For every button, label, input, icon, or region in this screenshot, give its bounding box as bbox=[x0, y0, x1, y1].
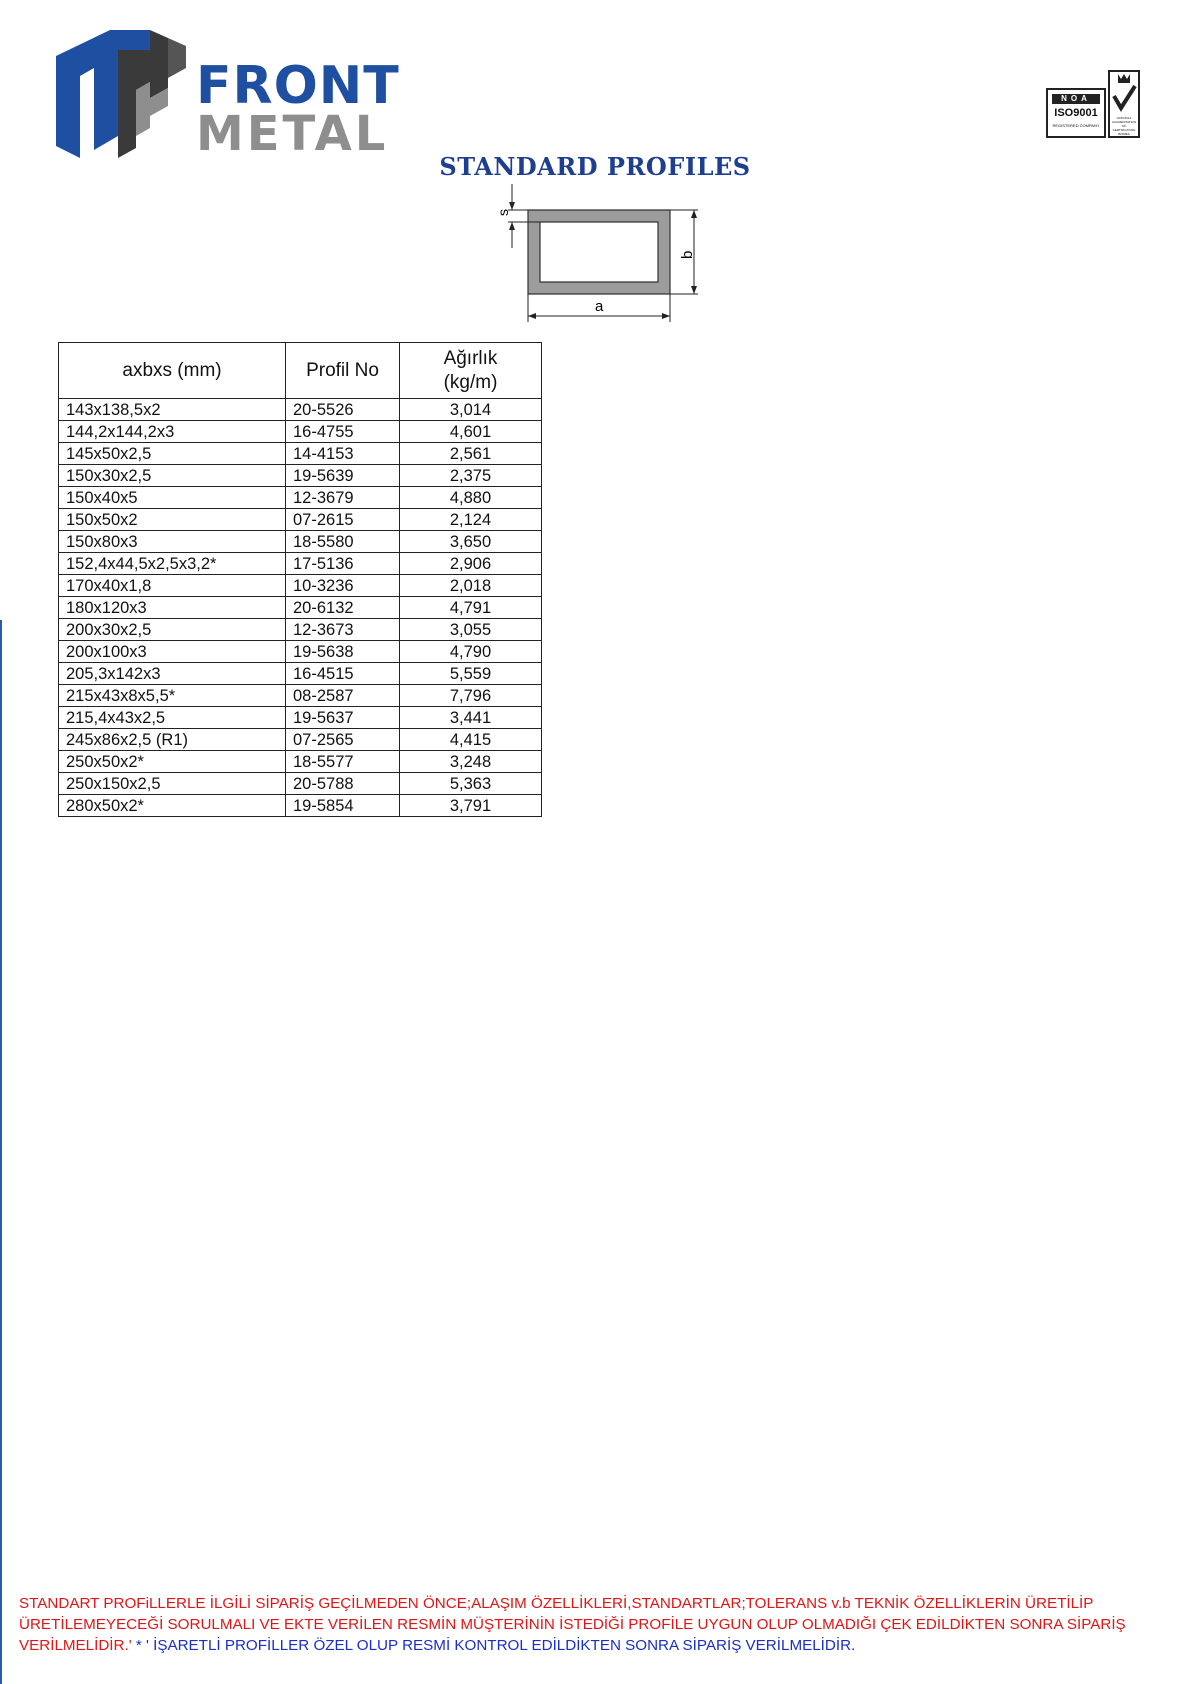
header-size: axbxs (mm) bbox=[59, 343, 286, 399]
page-edge-line bbox=[0, 620, 2, 1684]
cell-size: 143x138,5x2 bbox=[59, 399, 286, 421]
front-metal-logo bbox=[56, 28, 426, 168]
cell-profile-no: 18-5577 bbox=[286, 751, 400, 773]
cell-weight: 3,248 bbox=[400, 751, 542, 773]
logo-front-text: FRONT bbox=[196, 56, 400, 116]
iso-box bbox=[1046, 88, 1106, 138]
cell-weight: 3,014 bbox=[400, 399, 542, 421]
warning-red-text: STANDART PROFiLLERLE İLGİLİ SİPARİŞ GEÇİLMEDEN ÖNCE;ALAŞIM ÖZELLİKLERİ,STANDARTLAR;TOLERANS v.b TEKNİK ÖZELLİKLERİN ÜRETİLİP ÜRETİLEMEYECEĞİ SORULMALI VE EKTE VERİLEN RESMİN MÜŞTERİNİN İSTEDİĞİ PROFİLE UYGUN OLUP OLMADIĞI ÇEK EDİLDİKTEN SONRA SİPARİŞ VERİLMELİDİR.' bbox=[19, 1595, 1126, 1654]
cell-profile-no: 20-6132 bbox=[286, 597, 400, 619]
cell-profile-no: 18-5580 bbox=[286, 531, 400, 553]
page-title: STANDARD PROFILES bbox=[439, 152, 751, 181]
cell-weight: 3,055 bbox=[400, 619, 542, 641]
cell-profile-no: 19-5854 bbox=[286, 795, 400, 817]
cell-profile-no: 19-5639 bbox=[286, 465, 400, 487]
cell-profile-no: 12-3673 bbox=[286, 619, 400, 641]
table-row bbox=[59, 773, 542, 795]
cell-size: 150x80x3 bbox=[59, 531, 286, 553]
dimension-label-b: b bbox=[679, 250, 696, 259]
table-row bbox=[59, 421, 542, 443]
header-profile-no: Profil No bbox=[286, 343, 400, 399]
cell-profile-no: 16-4755 bbox=[286, 421, 400, 443]
cell-weight: 5,363 bbox=[400, 773, 542, 795]
cell-size: 280x50x2* bbox=[59, 795, 286, 817]
table-row bbox=[59, 531, 542, 553]
cell-weight: 2,906 bbox=[400, 553, 542, 575]
table-row bbox=[59, 597, 542, 619]
cell-size: 150x50x2 bbox=[59, 509, 286, 531]
cell-weight: 4,415 bbox=[400, 729, 542, 751]
cell-weight: 3,650 bbox=[400, 531, 542, 553]
cell-profile-no: 10-3236 bbox=[286, 575, 400, 597]
table-row bbox=[59, 795, 542, 817]
cell-weight: 2,018 bbox=[400, 575, 542, 597]
dimension-label-a: a bbox=[595, 298, 604, 315]
cell-weight: 5,559 bbox=[400, 663, 542, 685]
header-weight-line1: Ağırlık bbox=[443, 347, 498, 369]
cell-weight: 2,375 bbox=[400, 465, 542, 487]
cell-profile-no: 12-3679 bbox=[286, 487, 400, 509]
standard-profiles-table bbox=[58, 342, 542, 817]
table-row bbox=[59, 575, 542, 597]
table-row bbox=[59, 751, 542, 773]
cell-profile-no: 20-5526 bbox=[286, 399, 400, 421]
cell-size: 150x30x2,5 bbox=[59, 465, 286, 487]
cell-profile-no: 17-5136 bbox=[286, 553, 400, 575]
cell-size: 215,4x43x2,5 bbox=[59, 707, 286, 729]
warning-blue-text: * ' İŞARETLİ PROFİLLER ÖZEL OLUP RESMİ KONTROL EDİLDİKTEN SONRA SİPARİŞ VERİLMELİDİR. bbox=[131, 1637, 856, 1654]
header-weight bbox=[400, 343, 542, 399]
profile-cross-section-diagram bbox=[490, 176, 720, 328]
cell-weight: 3,441 bbox=[400, 707, 542, 729]
cell-size: 145x50x2,5 bbox=[59, 443, 286, 465]
table-row bbox=[59, 663, 542, 685]
table-row bbox=[59, 707, 542, 729]
header-weight-line2: (kg/m) bbox=[443, 371, 498, 393]
cell-size: 180x120x3 bbox=[59, 597, 286, 619]
table-row bbox=[59, 443, 542, 465]
cell-size: 250x150x2,5 bbox=[59, 773, 286, 795]
cell-size: 205,3x142x3 bbox=[59, 663, 286, 685]
cell-size: 250x50x2* bbox=[59, 751, 286, 773]
table-row bbox=[59, 465, 542, 487]
cell-weight: 4,790 bbox=[400, 641, 542, 663]
cell-weight: 4,791 bbox=[400, 597, 542, 619]
cell-profile-no: 19-5637 bbox=[286, 707, 400, 729]
dimension-label-s: s bbox=[495, 209, 511, 216]
cell-size: 144,2x144,2x3 bbox=[59, 421, 286, 443]
cell-profile-no: 07-2615 bbox=[286, 509, 400, 531]
cell-profile-no: 20-5788 bbox=[286, 773, 400, 795]
cell-size: 150x40x5 bbox=[59, 487, 286, 509]
cell-weight: 7,796 bbox=[400, 685, 542, 707]
cell-size: 200x100x3 bbox=[59, 641, 286, 663]
cell-weight: 2,124 bbox=[400, 509, 542, 531]
table-row bbox=[59, 641, 542, 663]
table-row bbox=[59, 509, 542, 531]
iso-subtitle: REGISTERED COMPANY bbox=[1052, 123, 1100, 128]
cell-weight: 4,880 bbox=[400, 487, 542, 509]
logo-metal-text: METAL bbox=[196, 106, 389, 162]
cell-size: 170x40x1,8 bbox=[59, 575, 286, 597]
accreditation-caption: NATIONAL ACCREDITATION OF CERTIFICATION BODIES bbox=[1112, 116, 1137, 136]
accreditation-mark bbox=[1108, 70, 1140, 138]
crown-check-icon bbox=[1110, 72, 1138, 116]
table-header-row bbox=[59, 343, 542, 399]
order-warning-note bbox=[19, 1593, 1179, 1656]
table-row bbox=[59, 729, 542, 751]
cell-profile-no: 07-2565 bbox=[286, 729, 400, 751]
iso-certification-badge bbox=[1046, 70, 1142, 142]
cell-size: 152,4x44,5x2,5x3,2* bbox=[59, 553, 286, 575]
cell-profile-no: 16-4515 bbox=[286, 663, 400, 685]
cell-profile-no: 14-4153 bbox=[286, 443, 400, 465]
logo-mark-icon bbox=[56, 28, 196, 168]
cell-weight: 4,601 bbox=[400, 421, 542, 443]
cell-profile-no: 08-2587 bbox=[286, 685, 400, 707]
cell-size: 200x30x2,5 bbox=[59, 619, 286, 641]
cell-weight: 2,561 bbox=[400, 443, 542, 465]
cell-size: 215x43x8x5,5* bbox=[59, 685, 286, 707]
cell-profile-no: 19-5638 bbox=[286, 641, 400, 663]
cell-size: 245x86x2,5 (R1) bbox=[59, 729, 286, 751]
cell-weight: 3,791 bbox=[400, 795, 542, 817]
iso-standard-label: ISO9001 bbox=[1054, 107, 1098, 119]
table-row bbox=[59, 619, 542, 641]
table-row bbox=[59, 487, 542, 509]
table-row bbox=[59, 553, 542, 575]
noa-label: NOA bbox=[1052, 94, 1100, 104]
table-row bbox=[59, 685, 542, 707]
table-row bbox=[59, 399, 542, 421]
